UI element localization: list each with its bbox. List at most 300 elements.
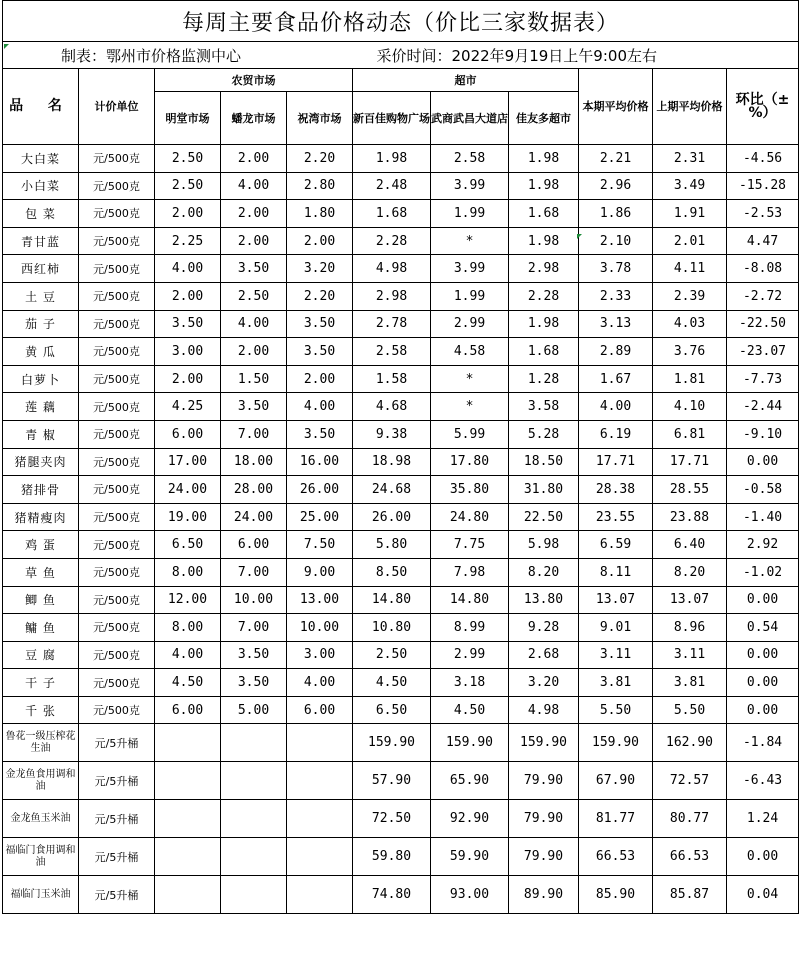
price-cell-m2: 4.00: [221, 310, 287, 338]
item-name: 土 豆: [3, 282, 79, 310]
price-cell-s1: 24.68: [353, 476, 431, 504]
price-cell-s1: 26.00: [353, 503, 431, 531]
table-row: [3, 800, 799, 838]
price-cell-m3: 10.00: [287, 614, 353, 642]
price-cell-chg: -1.40: [727, 503, 799, 531]
price-cell-empty: [221, 724, 287, 762]
item-name: 福临门食用调和油: [3, 838, 79, 876]
price-cell-m2: 4.00: [221, 172, 287, 200]
price-cell-s3: 22.50: [509, 503, 579, 531]
price-cell-avg: 2.10: [579, 227, 653, 255]
item-name: 金龙鱼玉米油: [3, 800, 79, 838]
price-cell-s3: 2.68: [509, 641, 579, 669]
price-cell-s3: 1.98: [509, 145, 579, 173]
item-name: 福临门玉米油: [3, 876, 79, 914]
item-unit: 元/500克: [79, 448, 155, 476]
price-cell-m1: 24.00: [155, 476, 221, 504]
price-cell-avg: 17.71: [579, 448, 653, 476]
price-cell-s3: 9.28: [509, 614, 579, 642]
price-cell-s1: 1.58: [353, 365, 431, 393]
price-cell-m2: 7.00: [221, 558, 287, 586]
price-cell-chg: -8.08: [727, 255, 799, 283]
table-row: [3, 172, 799, 200]
price-cell-s1: 4.68: [353, 393, 431, 421]
price-cell-m3: 13.00: [287, 586, 353, 614]
price-cell-s3: 18.50: [509, 448, 579, 476]
price-cell-s1: 18.98: [353, 448, 431, 476]
item-unit: 元/500克: [79, 614, 155, 642]
item-unit: 元/500克: [79, 200, 155, 228]
table-row: [3, 876, 799, 914]
price-cell-s2: 24.80: [431, 503, 509, 531]
price-cell-m1: 2.00: [155, 200, 221, 228]
price-cell-s2: 7.98: [431, 558, 509, 586]
price-cell-m3: 2.20: [287, 145, 353, 173]
price-cell-prev: 4.10: [653, 393, 727, 421]
price-cell-m2: 2.00: [221, 227, 287, 255]
price-cell-s2: 2.99: [431, 641, 509, 669]
price-cell-chg: 0.00: [727, 669, 799, 697]
price-cell-s2: 3.99: [431, 172, 509, 200]
price-cell-m1: 8.00: [155, 558, 221, 586]
price-cell-chg: -1.84: [727, 724, 799, 762]
item-unit: 元/500克: [79, 145, 155, 173]
price-cell-chg: -2.53: [727, 200, 799, 228]
price-cell-prev: 4.03: [653, 310, 727, 338]
table-row: [3, 200, 799, 228]
item-name: 白萝卜: [3, 365, 79, 393]
item-name: 西红柿: [3, 255, 79, 283]
price-cell-s3: 79.90: [509, 800, 579, 838]
price-cell-avg: 13.07: [579, 586, 653, 614]
price-cell-s1: 2.28: [353, 227, 431, 255]
price-cell-s1: 1.68: [353, 200, 431, 228]
price-cell-s2: 1.99: [431, 282, 509, 310]
price-cell-s3: 13.80: [509, 586, 579, 614]
price-cell-avg: 81.77: [579, 800, 653, 838]
price-cell-avg: 1.67: [579, 365, 653, 393]
price-cell-m1: 12.00: [155, 586, 221, 614]
price-cell-avg: 85.90: [579, 876, 653, 914]
price-cell-chg: -2.72: [727, 282, 799, 310]
price-cell-m1: 2.50: [155, 145, 221, 173]
price-cell-s3: 3.20: [509, 669, 579, 697]
header-market-2: 蟠龙市场: [221, 92, 287, 145]
price-cell-s3: 79.90: [509, 838, 579, 876]
price-cell-prev: 162.90: [653, 724, 727, 762]
price-cell-chg: 0.00: [727, 641, 799, 669]
item-name: 青 椒: [3, 420, 79, 448]
price-cell-prev: 85.87: [653, 876, 727, 914]
item-unit: 元/500克: [79, 696, 155, 724]
price-cell-s3: 1.68: [509, 338, 579, 366]
price-cell-chg: -6.43: [727, 762, 799, 800]
price-cell-m3: 9.00: [287, 558, 353, 586]
price-cell-s3: 5.28: [509, 420, 579, 448]
price-cell-avg: 6.59: [579, 531, 653, 559]
item-name: 莲 藕: [3, 393, 79, 421]
price-cell-m1: 2.50: [155, 172, 221, 200]
price-cell-m3: 2.20: [287, 282, 353, 310]
item-unit: 元/500克: [79, 558, 155, 586]
item-name: 金龙鱼食用调和油: [3, 762, 79, 800]
table-row: [3, 503, 799, 531]
cell-comment-marker: [577, 234, 582, 239]
price-cell-m2: 7.00: [221, 420, 287, 448]
item-unit: 元/500克: [79, 282, 155, 310]
price-cell-m1: 6.00: [155, 696, 221, 724]
item-name: 黄 瓜: [3, 338, 79, 366]
header-avg-now: 本期平均价格: [579, 69, 653, 145]
price-cell-m3: 16.00: [287, 448, 353, 476]
price-cell-m3: 2.80: [287, 172, 353, 200]
price-cell-m1: 6.00: [155, 420, 221, 448]
table-row: [3, 558, 799, 586]
header-avg-prev: 上期平均价格: [653, 69, 727, 145]
price-cell-s1: 4.50: [353, 669, 431, 697]
price-cell-m3: 7.50: [287, 531, 353, 559]
price-cell-m2: 7.00: [221, 614, 287, 642]
price-cell-avg: 66.53: [579, 838, 653, 876]
price-cell-s1: 74.80: [353, 876, 431, 914]
header-super-group: 超市: [353, 69, 579, 92]
price-cell-s1: 5.80: [353, 531, 431, 559]
price-cell-m1: 4.50: [155, 669, 221, 697]
price-cell-m1: 2.00: [155, 282, 221, 310]
price-cell-empty: [221, 762, 287, 800]
price-cell-avg: 1.86: [579, 200, 653, 228]
price-cell-prev: 3.11: [653, 641, 727, 669]
price-cell-prev: 3.49: [653, 172, 727, 200]
price-cell-s2: 2.99: [431, 310, 509, 338]
price-cell-m1: 4.25: [155, 393, 221, 421]
cell-comment-marker: [4, 44, 9, 49]
price-cell-empty: [155, 762, 221, 800]
price-cell-s3: 1.28: [509, 365, 579, 393]
price-cell-m3: 2.00: [287, 365, 353, 393]
item-unit: 元/500克: [79, 420, 155, 448]
price-cell-prev: 13.07: [653, 586, 727, 614]
price-cell-s2: 159.90: [431, 724, 509, 762]
price-cell-s3: 4.98: [509, 696, 579, 724]
table-row: [3, 282, 799, 310]
price-cell-s1: 10.80: [353, 614, 431, 642]
price-cell-avg: 8.11: [579, 558, 653, 586]
price-cell-avg: 3.13: [579, 310, 653, 338]
table-row: [3, 393, 799, 421]
price-cell-empty: [221, 876, 287, 914]
price-cell-m2: 6.00: [221, 531, 287, 559]
price-cell-chg: 0.00: [727, 586, 799, 614]
price-cell-empty: [155, 838, 221, 876]
price-cell-chg: 0.54: [727, 614, 799, 642]
table-row: [3, 227, 799, 255]
price-cell-s2: 59.90: [431, 838, 509, 876]
item-name: 猪排骨: [3, 476, 79, 504]
item-unit: 元/500克: [79, 338, 155, 366]
item-unit: 元/5升桶: [79, 724, 155, 762]
price-cell-m3: 3.50: [287, 420, 353, 448]
price-cell-avg: 2.89: [579, 338, 653, 366]
table-row: [3, 586, 799, 614]
table-row: [3, 420, 799, 448]
price-cell-prev: 17.71: [653, 448, 727, 476]
price-cell-s3: 1.98: [509, 172, 579, 200]
table-row: [3, 641, 799, 669]
price-cell-avg: 159.90: [579, 724, 653, 762]
price-cell-prev: 8.20: [653, 558, 727, 586]
price-cell-avg: 3.11: [579, 641, 653, 669]
price-cell-m3: 3.50: [287, 338, 353, 366]
price-cell-prev: 6.40: [653, 531, 727, 559]
item-unit: 元/500克: [79, 503, 155, 531]
price-cell-s3: 1.68: [509, 200, 579, 228]
item-unit: 元/500克: [79, 586, 155, 614]
price-cell-prev: 72.57: [653, 762, 727, 800]
price-cell-s2: 65.90: [431, 762, 509, 800]
price-cell-s2: 1.99: [431, 200, 509, 228]
price-cell-prev: 5.50: [653, 696, 727, 724]
price-cell-prev: 3.76: [653, 338, 727, 366]
price-cell-m3: 3.00: [287, 641, 353, 669]
price-cell-m2: 5.00: [221, 696, 287, 724]
table-row: [3, 365, 799, 393]
price-cell-m2: 3.50: [221, 669, 287, 697]
price-cell-m2: 3.50: [221, 255, 287, 283]
price-cell-s3: 159.90: [509, 724, 579, 762]
price-cell-avg: 4.00: [579, 393, 653, 421]
price-cell-m2: 2.50: [221, 282, 287, 310]
item-unit: 元/5升桶: [79, 800, 155, 838]
price-cell-s3: 31.80: [509, 476, 579, 504]
price-cell-prev: 3.81: [653, 669, 727, 697]
item-name: 草 鱼: [3, 558, 79, 586]
price-cell-prev: 8.96: [653, 614, 727, 642]
price-cell-s1: 59.80: [353, 838, 431, 876]
price-cell-s2: 93.00: [431, 876, 509, 914]
price-cell-m3: 2.00: [287, 227, 353, 255]
header-market-3: 祝湾市场: [287, 92, 353, 145]
survey-time: 采价时间：2022年9月19日上午9:00左右: [353, 42, 799, 69]
item-unit: 元/500克: [79, 669, 155, 697]
price-cell-m2: 2.00: [221, 200, 287, 228]
price-cell-s2: 8.99: [431, 614, 509, 642]
price-cell-s1: 2.58: [353, 338, 431, 366]
price-cell-m2: 28.00: [221, 476, 287, 504]
price-cell-s3: 79.90: [509, 762, 579, 800]
price-cell-m1: 2.00: [155, 365, 221, 393]
price-cell-s2: *: [431, 227, 509, 255]
price-cell-empty: [221, 838, 287, 876]
price-cell-s1: 4.98: [353, 255, 431, 283]
item-name: 干 子: [3, 669, 79, 697]
price-cell-avg: 3.81: [579, 669, 653, 697]
table-row: [3, 310, 799, 338]
price-cell-m2: 3.50: [221, 393, 287, 421]
item-unit: 元/5升桶: [79, 762, 155, 800]
header-super-2: 武商武昌大道店: [431, 92, 509, 145]
price-cell-s3: 2.98: [509, 255, 579, 283]
price-cell-prev: 80.77: [653, 800, 727, 838]
price-cell-s2: 35.80: [431, 476, 509, 504]
price-cell-empty: [155, 876, 221, 914]
price-cell-chg: 1.24: [727, 800, 799, 838]
item-unit: 元/500克: [79, 365, 155, 393]
price-cell-m3: 3.20: [287, 255, 353, 283]
price-cell-chg: -9.10: [727, 420, 799, 448]
price-cell-m2: 24.00: [221, 503, 287, 531]
price-cell-chg: -4.56: [727, 145, 799, 173]
price-cell-m3: 25.00: [287, 503, 353, 531]
price-cell-s1: 2.50: [353, 641, 431, 669]
item-name: 小白菜: [3, 172, 79, 200]
item-name: 鳙 鱼: [3, 614, 79, 642]
table-row: [3, 531, 799, 559]
price-cell-chg: -15.28: [727, 172, 799, 200]
item-unit: 元/500克: [79, 476, 155, 504]
price-cell-prev: 2.01: [653, 227, 727, 255]
table-row: [3, 448, 799, 476]
price-cell-s2: 3.18: [431, 669, 509, 697]
price-cell-s1: 2.48: [353, 172, 431, 200]
price-cell-m1: 4.00: [155, 641, 221, 669]
price-cell-s1: 2.78: [353, 310, 431, 338]
price-cell-m1: 2.25: [155, 227, 221, 255]
price-cell-empty: [287, 838, 353, 876]
item-name: 猪精瘦肉: [3, 503, 79, 531]
price-cell-empty: [221, 800, 287, 838]
price-cell-chg: -0.58: [727, 476, 799, 504]
price-cell-avg: 2.33: [579, 282, 653, 310]
price-cell-chg: -2.44: [727, 393, 799, 421]
price-cell-chg: 0.00: [727, 448, 799, 476]
price-cell-m1: 17.00: [155, 448, 221, 476]
item-unit: 元/5升桶: [79, 876, 155, 914]
table-row: [3, 838, 799, 876]
price-cell-prev: 2.31: [653, 145, 727, 173]
item-name: 千 张: [3, 696, 79, 724]
price-cell-m1: 19.00: [155, 503, 221, 531]
price-cell-m3: 4.00: [287, 393, 353, 421]
price-cell-empty: [287, 800, 353, 838]
table-title: 每周主要食品价格动态（价比三家数据表）: [3, 1, 799, 42]
price-cell-s1: 2.98: [353, 282, 431, 310]
price-cell-s1: 57.90: [353, 762, 431, 800]
item-name: 青甘蓝: [3, 227, 79, 255]
price-cell-prev: 4.11: [653, 255, 727, 283]
price-cell-s1: 9.38: [353, 420, 431, 448]
price-cell-chg: 0.04: [727, 876, 799, 914]
price-cell-s1: 1.98: [353, 145, 431, 173]
price-cell-m1: 3.00: [155, 338, 221, 366]
price-cell-prev: 1.81: [653, 365, 727, 393]
price-cell-avg: 6.19: [579, 420, 653, 448]
table-row: [3, 696, 799, 724]
price-cell-m2: 10.00: [221, 586, 287, 614]
price-cell-s2: 92.90: [431, 800, 509, 838]
price-cell-chg: -1.02: [727, 558, 799, 586]
table-row: [3, 614, 799, 642]
price-cell-m2: 1.50: [221, 365, 287, 393]
price-cell-s2: 14.80: [431, 586, 509, 614]
price-cell-m3: 6.00: [287, 696, 353, 724]
price-cell-m1: 6.50: [155, 531, 221, 559]
price-cell-chg: -23.07: [727, 338, 799, 366]
item-name: 鸡 蛋: [3, 531, 79, 559]
table-row: [3, 762, 799, 800]
price-cell-empty: [155, 800, 221, 838]
price-cell-s2: 17.80: [431, 448, 509, 476]
table-row: [3, 669, 799, 697]
price-cell-avg: 5.50: [579, 696, 653, 724]
price-cell-m2: 2.00: [221, 145, 287, 173]
price-cell-m3: 3.50: [287, 310, 353, 338]
item-name: 大白菜: [3, 145, 79, 173]
price-cell-m3: 1.80: [287, 200, 353, 228]
price-cell-avg: 9.01: [579, 614, 653, 642]
maker-label: 制表：鄂州市价格监测中心: [3, 42, 353, 69]
price-cell-m3: 26.00: [287, 476, 353, 504]
header-market-1: 明堂市场: [155, 92, 221, 145]
item-unit: 元/500克: [79, 172, 155, 200]
price-cell-s3: 1.98: [509, 227, 579, 255]
item-unit: 元/500克: [79, 531, 155, 559]
price-cell-s3: 3.58: [509, 393, 579, 421]
price-cell-s2: *: [431, 393, 509, 421]
price-cell-prev: 28.55: [653, 476, 727, 504]
price-cell-chg: -7.73: [727, 365, 799, 393]
table-row: [3, 724, 799, 762]
header-market-group: 农贸市场: [155, 69, 353, 92]
price-cell-m3: 4.00: [287, 669, 353, 697]
price-cell-chg: 4.47: [727, 227, 799, 255]
item-unit: 元/500克: [79, 310, 155, 338]
price-cell-s2: *: [431, 365, 509, 393]
price-cell-s2: 7.75: [431, 531, 509, 559]
price-cell-s2: 4.50: [431, 696, 509, 724]
price-cell-s2: 5.99: [431, 420, 509, 448]
price-cell-empty: [287, 876, 353, 914]
price-cell-prev: 1.91: [653, 200, 727, 228]
price-cell-prev: 23.88: [653, 503, 727, 531]
table-row: [3, 338, 799, 366]
price-cell-s1: 8.50: [353, 558, 431, 586]
price-cell-avg: 67.90: [579, 762, 653, 800]
item-name: 鲫 鱼: [3, 586, 79, 614]
price-cell-m2: 18.00: [221, 448, 287, 476]
header-change: 环比（±%）: [727, 69, 799, 145]
price-cell-m1: 3.50: [155, 310, 221, 338]
table-row: [3, 476, 799, 504]
header-name: 品 名: [3, 69, 79, 145]
item-name: 鲁花一级压榨花生油: [3, 724, 79, 762]
item-unit: 元/500克: [79, 393, 155, 421]
item-unit: 元/500克: [79, 255, 155, 283]
price-cell-s1: 72.50: [353, 800, 431, 838]
price-cell-avg: 3.78: [579, 255, 653, 283]
price-cell-s2: 2.58: [431, 145, 509, 173]
price-cell-chg: 0.00: [727, 838, 799, 876]
item-unit: 元/500克: [79, 641, 155, 669]
price-cell-m1: 8.00: [155, 614, 221, 642]
price-cell-s1: 6.50: [353, 696, 431, 724]
price-cell-m1: 4.00: [155, 255, 221, 283]
price-cell-empty: [287, 724, 353, 762]
item-unit: 元/500克: [79, 227, 155, 255]
price-cell-s3: 89.90: [509, 876, 579, 914]
price-cell-s2: 3.99: [431, 255, 509, 283]
price-cell-m2: 3.50: [221, 641, 287, 669]
